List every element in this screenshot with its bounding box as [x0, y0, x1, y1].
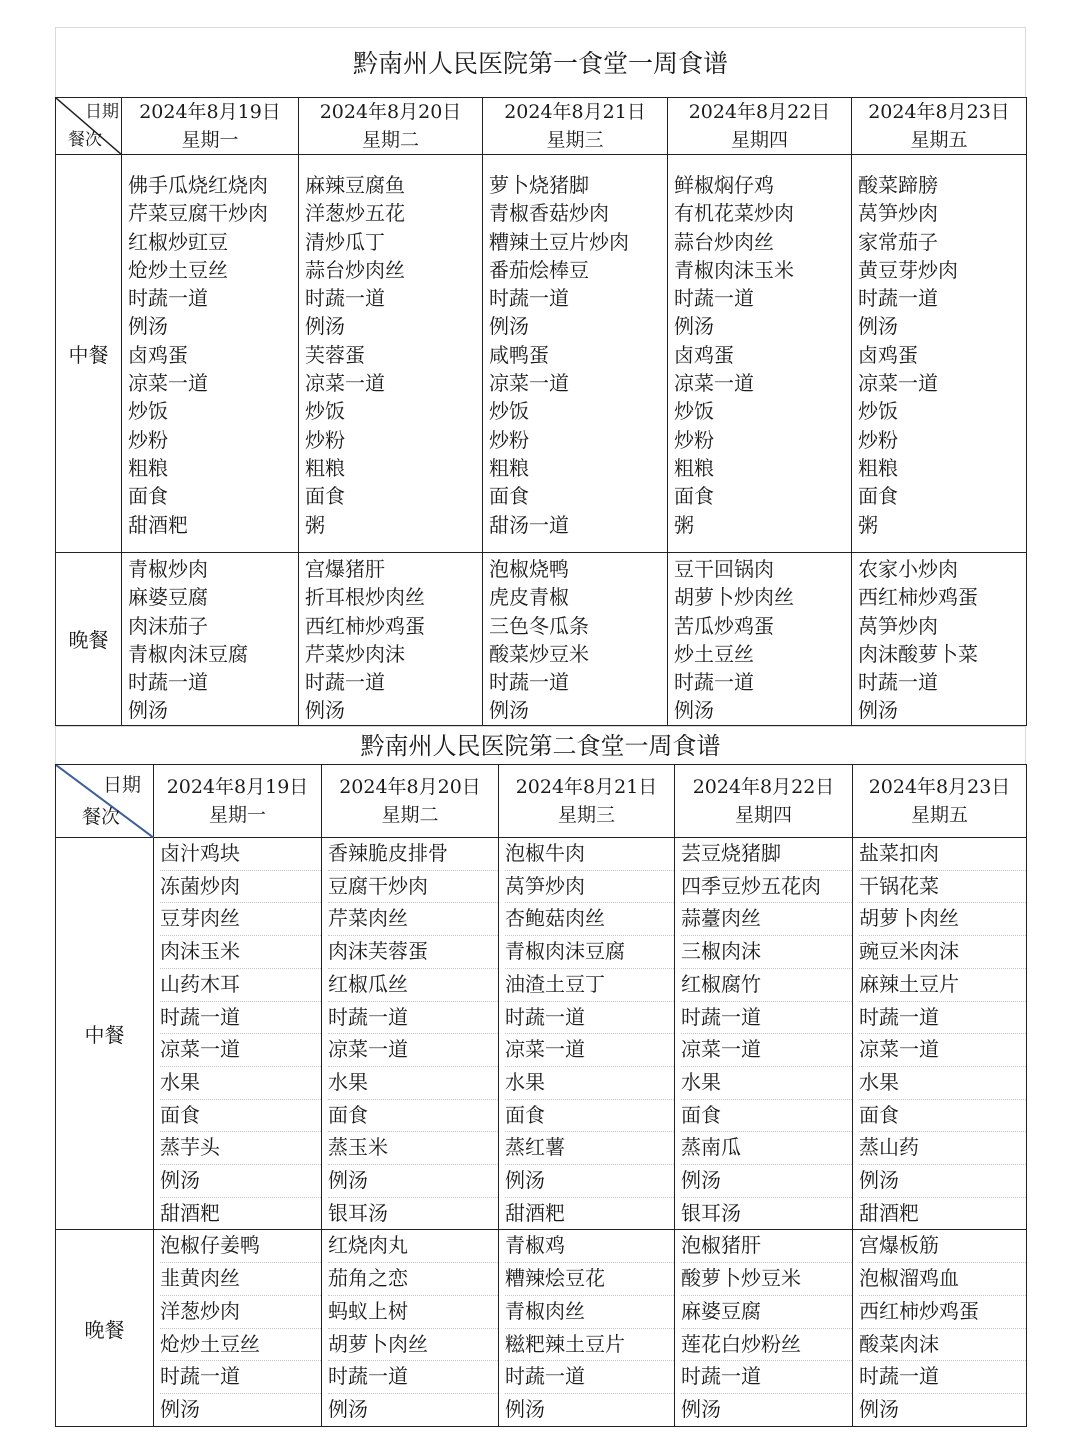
menu-item: 炝炒土豆丝 [128, 257, 228, 282]
menu-item: 香辣脆皮排骨 [328, 838, 498, 871]
menu-item: 青椒肉沫豆腐 [128, 641, 248, 666]
menu-item: 干锅花菜 [859, 871, 1026, 904]
menu-cell [668, 155, 852, 553]
menu-item: 蒸山药 [859, 1132, 1026, 1165]
menu-cell [154, 838, 322, 1230]
menu-item: 蒸玉米 [328, 1132, 498, 1165]
menu-item: 时蔬一道 [489, 670, 569, 695]
day-header [322, 765, 499, 838]
menu-item: 豆腐干炒肉 [328, 871, 498, 904]
menu-item: 例汤 [160, 1165, 321, 1198]
canteen2-corner-cell [56, 765, 154, 838]
menu-item: 凉菜一道 [160, 1034, 321, 1067]
day-header [675, 765, 853, 838]
menu-item: 时蔬一道 [489, 286, 569, 311]
menu-item: 炒粉 [489, 427, 529, 452]
canteen1-header-row [56, 98, 1027, 155]
menu-list [483, 155, 667, 539]
canteen2-lunch-row [56, 838, 1027, 1230]
menu-item: 卤鸡蛋 [128, 342, 188, 367]
day-weekday: 星期五 [910, 804, 968, 826]
menu-item: 豆芽肉丝 [160, 903, 321, 936]
canteen1-lunch-row [56, 155, 1027, 553]
menu-cell [154, 1230, 322, 1426]
menu-item: 豌豆米肉沫 [859, 936, 1026, 969]
menu-item: 酸菜肉沫 [859, 1329, 1026, 1362]
menu-item: 泡椒仔姜鸭 [160, 1230, 321, 1263]
menu-item: 面食 [505, 1100, 674, 1133]
menu-item: 炒饭 [128, 399, 168, 424]
menu-item: 凉菜一道 [305, 371, 385, 396]
menu-item: 胡萝卜肉丝 [859, 903, 1026, 936]
menu-item: 肉沫茄子 [128, 613, 208, 638]
canteen1-title: 黔南州人民医院第一食堂一周食谱 [55, 27, 1026, 97]
menu-item: 炒粉 [858, 427, 898, 452]
menu-item: 时蔬一道 [859, 1361, 1026, 1394]
menu-item: 粗粮 [489, 455, 529, 480]
menu-item: 时蔬一道 [505, 1361, 674, 1394]
corner-date-label: 日期 [102, 774, 141, 796]
menu-item: 泡椒猪肝 [681, 1230, 852, 1263]
menu-item: 肉沫玉米 [160, 936, 321, 969]
menu-item: 蒸南瓜 [681, 1132, 852, 1165]
menu-cell [853, 838, 1027, 1230]
menu-item: 凉菜一道 [858, 371, 938, 396]
menu-item: 时蔬一道 [505, 1002, 674, 1035]
menu-item: 莴笋炒肉 [505, 871, 674, 904]
menu-item: 时蔬一道 [160, 1361, 321, 1394]
day-weekday: 星期二 [381, 804, 439, 826]
menu-item: 青椒肉沫玉米 [674, 257, 794, 282]
menu-item: 豆干回锅肉 [674, 557, 774, 581]
menu-item: 茄角之恋 [328, 1263, 498, 1296]
menu-item: 萝卜烧猪脚 [489, 173, 589, 197]
menu-item: 水果 [328, 1067, 498, 1100]
menu-item: 糟辣土豆片炒肉 [489, 229, 629, 254]
menu-item: 青椒炒肉 [128, 557, 208, 581]
menu-item: 肉沫酸萝卜菜 [858, 641, 978, 666]
menu-item: 蒜台炒肉丝 [305, 257, 405, 282]
day-header [852, 98, 1027, 155]
menu-list [483, 553, 667, 725]
canteen1-dinner-row [56, 553, 1027, 726]
menu-item: 酸菜炒豆米 [489, 641, 589, 666]
menu-item: 胡萝卜肉丝 [328, 1329, 498, 1362]
day-date: 2024年8月20日 [339, 776, 481, 798]
menu-item: 时蔬一道 [858, 286, 938, 311]
menu-item: 时蔬一道 [305, 286, 385, 311]
menu-item: 佛手瓜烧红烧肉 [128, 173, 268, 197]
menu-cell [499, 838, 675, 1230]
day-weekday: 星期五 [910, 129, 968, 151]
menu-item: 水果 [160, 1067, 321, 1100]
meal-label: 中餐 [56, 838, 154, 1230]
menu-list [322, 838, 498, 1229]
day-weekday: 星期一 [181, 129, 239, 151]
day-date: 2024年8月22日 [688, 101, 831, 123]
menu-item: 三色冬瓜条 [489, 613, 589, 638]
menu-item: 糟辣烩豆花 [505, 1263, 674, 1296]
menu-list [154, 1230, 321, 1425]
menu-item: 时蔬一道 [128, 286, 208, 311]
menu-item: 甜酒粑 [160, 1200, 220, 1225]
menu-item: 时蔬一道 [859, 1002, 1026, 1035]
menu-item: 例汤 [681, 1396, 721, 1421]
menu-item: 例汤 [674, 314, 714, 339]
menu-item: 粗粮 [128, 455, 168, 480]
corner-date-label: 日期 [85, 102, 119, 122]
corner-meal-label: 餐次 [68, 130, 102, 150]
menu-item: 水果 [681, 1067, 852, 1100]
menu-item: 麻婆豆腐 [128, 585, 208, 610]
menu-item: 芸豆烧猪脚 [681, 838, 852, 871]
menu-item: 粗粮 [305, 455, 345, 480]
menu-item: 红椒瓜丝 [328, 969, 498, 1002]
day-weekday: 星期四 [734, 804, 792, 826]
menu-item: 例汤 [681, 1165, 852, 1198]
menu-cell [852, 155, 1027, 553]
meal-label: 晚餐 [56, 1230, 154, 1426]
menu-item: 例汤 [305, 698, 345, 723]
menu-item: 卤鸡蛋 [674, 342, 734, 367]
menu-item: 粥 [305, 512, 325, 537]
menu-item: 甜酒粑 [505, 1200, 565, 1225]
menu-item: 例汤 [328, 1396, 368, 1421]
canteen2-dinner-row [56, 1230, 1027, 1426]
day-weekday: 星期四 [730, 129, 788, 151]
menu-item: 糍粑辣土豆片 [505, 1329, 674, 1362]
menu-item: 炒粉 [305, 427, 345, 452]
day-date: 2024年8月21日 [504, 101, 646, 123]
menu-item: 面食 [489, 484, 529, 509]
menu-list [852, 553, 1026, 725]
menu-item: 莴笋炒肉 [858, 201, 938, 226]
menu-list [299, 155, 482, 539]
menu-item: 时蔬一道 [681, 1361, 852, 1394]
menu-item: 鲜椒焖仔鸡 [674, 173, 774, 197]
menu-item: 银耳汤 [328, 1200, 388, 1225]
menu-item: 洋葱炒五花 [305, 201, 405, 226]
day-weekday: 星期三 [557, 804, 615, 826]
menu-item: 粥 [674, 512, 694, 537]
menu-item: 酸萝卜炒豆米 [681, 1263, 852, 1296]
menu-item: 凉菜一道 [489, 371, 569, 396]
menu-item: 凉菜一道 [328, 1034, 498, 1067]
menu-item: 例汤 [859, 1396, 899, 1421]
menu-item: 酸菜蹄膀 [858, 173, 938, 197]
menu-list [122, 553, 298, 725]
menu-item: 面食 [160, 1100, 321, 1133]
menu-item: 红椒腐竹 [681, 969, 852, 1002]
menu-cell [299, 553, 483, 726]
menu-item: 青椒香菇炒肉 [489, 201, 609, 226]
menu-item: 凉菜一道 [681, 1034, 852, 1067]
day-date: 2024年8月23日 [868, 776, 1011, 798]
menu-item: 例汤 [128, 314, 168, 339]
menu-item: 莲花白炒粉丝 [681, 1329, 852, 1362]
menu-item: 油渣土豆丁 [505, 969, 674, 1002]
menu-list [499, 1230, 674, 1425]
menu-item: 芹菜豆腐干炒肉 [128, 201, 268, 226]
menu-item: 凉菜一道 [505, 1034, 674, 1067]
menu-item: 粗粮 [674, 455, 714, 480]
menu-item: 肉沫芙蓉蛋 [328, 936, 498, 969]
menu-item: 红椒炒豇豆 [128, 229, 228, 254]
day-header [499, 765, 675, 838]
menu-item: 面食 [328, 1100, 498, 1133]
menu-item: 咸鸭蛋 [489, 342, 549, 367]
menu-item: 面食 [681, 1100, 852, 1133]
day-date: 2024年8月19日 [139, 101, 281, 123]
menu-item: 甜汤一道 [489, 512, 569, 537]
menu-item: 水果 [505, 1067, 674, 1100]
menu-item: 西红柿炒鸡蛋 [859, 1296, 1026, 1329]
menu-item: 甜酒粑 [859, 1200, 919, 1225]
menu-item: 芹菜肉丝 [328, 903, 498, 936]
day-header [668, 98, 852, 155]
menu-item: 时蔬一道 [858, 670, 938, 695]
menu-item: 例汤 [505, 1165, 674, 1198]
day-date: 2024年8月19日 [166, 776, 309, 798]
menu-list [675, 1230, 852, 1425]
menu-item: 时蔬一道 [328, 1361, 498, 1394]
menu-item: 蚂蚁上树 [328, 1296, 498, 1329]
menu-item: 青椒鸡 [505, 1230, 674, 1263]
menu-item: 时蔬一道 [160, 1002, 321, 1035]
menu-item: 三椒肉沫 [681, 936, 852, 969]
menu-item: 西红柿炒鸡蛋 [305, 613, 425, 638]
menu-item: 例汤 [489, 698, 529, 723]
menu-cell [122, 553, 299, 726]
menu-item: 虎皮青椒 [489, 585, 569, 610]
menu-item: 麻婆豆腐 [681, 1296, 852, 1329]
day-header [853, 765, 1027, 838]
menu-item: 银耳汤 [681, 1200, 741, 1225]
menu-item: 面食 [128, 484, 168, 509]
menu-item: 韭黄肉丝 [160, 1263, 321, 1296]
menu-item: 例汤 [858, 698, 898, 723]
menu-item: 炒饭 [305, 399, 345, 424]
menu-item: 例汤 [858, 314, 898, 339]
menu-item: 泡椒牛肉 [505, 838, 674, 871]
menu-item: 时蔬一道 [128, 670, 208, 695]
day-header [483, 98, 668, 155]
menu-item: 青椒肉丝 [505, 1296, 674, 1329]
menu-item: 时蔬一道 [328, 1002, 498, 1035]
menu-item: 清炒瓜丁 [305, 229, 385, 254]
menu-item: 时蔬一道 [305, 670, 385, 695]
menu-item: 折耳根炒肉丝 [305, 585, 425, 610]
menu-list [668, 553, 851, 725]
menu-item: 粗粮 [858, 455, 898, 480]
menu-item: 时蔬一道 [681, 1002, 852, 1035]
menu-item: 例汤 [128, 698, 168, 723]
menu-item: 炝炒土豆丝 [160, 1329, 321, 1362]
day-header [154, 765, 322, 838]
menu-item: 莴笋炒肉 [858, 613, 938, 638]
menu-cell [483, 155, 668, 553]
menu-item: 胡萝卜炒肉丝 [674, 585, 794, 610]
canteen2-header-row [56, 765, 1027, 838]
menu-cell [675, 1230, 853, 1426]
menu-item: 例汤 [674, 698, 714, 723]
day-weekday: 星期三 [546, 129, 604, 151]
menu-item: 粥 [858, 512, 878, 537]
menu-cell [299, 155, 483, 553]
menu-item: 例汤 [489, 314, 529, 339]
menu-item: 凉菜一道 [859, 1034, 1026, 1067]
menu-item: 炒粉 [128, 427, 168, 452]
day-weekday: 星期一 [208, 804, 266, 826]
meal-label: 晚餐 [56, 553, 122, 726]
menu-list [853, 838, 1026, 1229]
menu-list [122, 155, 298, 539]
day-header [299, 98, 483, 155]
day-weekday: 星期二 [361, 129, 419, 151]
menu-item: 卤鸡蛋 [858, 342, 918, 367]
menu-item: 面食 [859, 1100, 1026, 1133]
corner-meal-label: 餐次 [82, 806, 121, 828]
canteen1-table [55, 97, 1027, 726]
menu-item: 洋葱炒肉 [160, 1296, 321, 1329]
menu-item: 芙蓉蛋 [305, 342, 365, 367]
menu-item: 水果 [859, 1067, 1026, 1100]
menu-item: 山药木耳 [160, 969, 321, 1002]
menu-cell [852, 553, 1027, 726]
menu-item: 蒜台炒肉丝 [674, 229, 774, 254]
menu-item: 例汤 [160, 1396, 200, 1421]
menu-cell [668, 553, 852, 726]
menu-item: 面食 [858, 484, 898, 509]
day-date: 2024年8月21日 [515, 776, 658, 798]
menu-list [675, 838, 852, 1229]
menu-item: 宫爆猪肝 [305, 557, 385, 581]
menu-item: 凉菜一道 [674, 371, 754, 396]
canteen2-title: 黔南州人民医院第二食堂一周食谱 [55, 726, 1026, 764]
menu-item: 凉菜一道 [128, 371, 208, 396]
menu-item: 冻菌炒肉 [160, 871, 321, 904]
menu-item: 苦瓜炒鸡蛋 [674, 613, 774, 638]
canteen1-menu [55, 27, 1026, 726]
menu-item: 杏鲍菇肉丝 [505, 903, 674, 936]
menu-item: 麻辣土豆片 [859, 969, 1026, 1002]
menu-list [154, 838, 321, 1229]
menu-item: 面食 [305, 484, 345, 509]
menu-list [299, 553, 482, 725]
menu-item: 时蔬一道 [674, 670, 754, 695]
menu-item: 蒜薹肉丝 [681, 903, 852, 936]
menu-item: 芹菜炒肉沫 [305, 641, 405, 666]
menu-item: 有机花菜炒肉 [674, 201, 794, 226]
menu-item: 蒸红薯 [505, 1132, 674, 1165]
menu-item: 青椒肉沫豆腐 [505, 936, 674, 969]
menu-list [853, 1230, 1026, 1425]
day-header [122, 98, 299, 155]
menu-cell [122, 155, 299, 553]
canteen2-table [55, 764, 1027, 1427]
menu-item: 例汤 [505, 1396, 545, 1421]
canteen1-corner-cell [56, 98, 122, 155]
menu-item: 炒粉 [674, 427, 714, 452]
menu-item: 炒土豆丝 [674, 641, 754, 666]
menu-cell [483, 553, 668, 726]
menu-item: 宫爆板筋 [859, 1230, 1026, 1263]
menu-item: 番茄烩棒豆 [489, 257, 589, 282]
menu-item: 面食 [674, 484, 714, 509]
menu-item: 泡椒溜鸡血 [859, 1263, 1026, 1296]
menu-item: 例汤 [859, 1165, 1026, 1198]
menu-cell [322, 1230, 499, 1426]
meal-label: 中餐 [56, 155, 122, 553]
menu-item: 炒饭 [858, 399, 898, 424]
menu-item: 时蔬一道 [674, 286, 754, 311]
day-date: 2024年8月23日 [868, 101, 1010, 123]
menu-cell [322, 838, 499, 1230]
menu-cell [853, 1230, 1027, 1426]
menu-list [852, 155, 1026, 539]
day-date: 2024年8月20日 [319, 101, 462, 123]
menu-item: 家常茄子 [858, 229, 938, 254]
day-date: 2024年8月22日 [692, 776, 835, 798]
menu-list [499, 838, 674, 1229]
menu-item: 炒饭 [489, 399, 529, 424]
menu-item: 泡椒烧鸭 [489, 557, 569, 581]
menu-item: 黄豆芽炒肉 [858, 257, 958, 282]
menu-item: 农家小炒肉 [858, 557, 958, 581]
menu-item: 盐菜扣肉 [859, 838, 1026, 871]
menu-item: 四季豆炒五花肉 [681, 871, 852, 904]
menu-item: 红烧肉丸 [328, 1230, 498, 1263]
menu-item: 麻辣豆腐鱼 [305, 173, 405, 197]
menu-item: 例汤 [328, 1165, 498, 1198]
menu-cell [675, 838, 853, 1230]
menu-item: 炒饭 [674, 399, 714, 424]
menu-cell [499, 1230, 675, 1426]
menu-item: 例汤 [305, 314, 345, 339]
menu-list [322, 1230, 498, 1425]
canteen2-menu [55, 726, 1026, 1427]
menu-item: 蒸芋头 [160, 1132, 321, 1165]
menu-item: 卤汁鸡块 [160, 838, 321, 871]
menu-item: 甜酒粑 [128, 512, 188, 537]
menu-list [668, 155, 851, 539]
menu-item: 西红柿炒鸡蛋 [858, 585, 978, 610]
